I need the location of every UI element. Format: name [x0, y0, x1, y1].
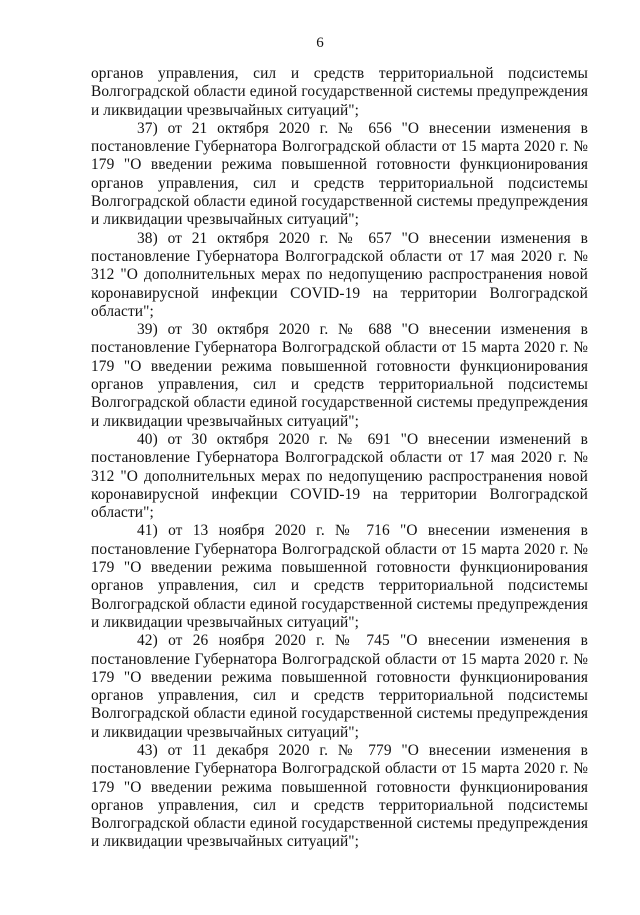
list-item-43: 43) от 11 декабря 2020 г. № 779 "О внесении изменения в постановление Губернатора Волгоградской области от 15 марта 2020 г. № 179 "О введении режима повышенной готовности функционирования органов управления, сил и средств территориальной подсистемы Волгоградской области единой государственной системы предупреждения и ликвидации чрезвычайных ситуаций";	[91, 741, 588, 851]
list-item-38: 38) от 21 октября 2020 г. № 657 "О внесении изменения в постановление Губернатора Волгоградской области от 17 мая 2020 г. № 312 "О дополнительных мерах по недопущению распространения новой коронавирусной инфекции COVID-19 на территории Волгоградской области";	[91, 229, 588, 320]
list-item-40: 40) от 30 октября 2020 г. № 691 "О внесении изменений в постановление Губернатора Волгоградской области от 17 мая 2020 г. № 312 "О дополнительных мерах по недопущению распространения новой коронавирусной инфекции COVID-19 на территории Волгоградской области";	[91, 430, 588, 522]
list-item-37: 37) от 21 октября 2020 г. № 656 "О внесении изменения в постановление Губернатора Волгоградской области от 15 марта 2020 г. № 179 "О введении режима повышенной готовности функционирования органов управления, сил и средств территориальной подсистемы Волгоградской области единой государственной системы предупреждения и ликвидации чрезвычайных ситуаций";	[91, 119, 588, 229]
list-item-41: 41) от 13 ноября 2020 г. № 716 "О внесении изменения в постановление Губернатора Волгоградской области от 15 марта 2020 г. № 179 "О введении режима повышенной готовности функционирования органов управления, сил и средств территориальной подсистемы Волгоградской области единой государственной системы предупреждения и ликвидации чрезвычайных ситуаций";	[91, 522, 588, 631]
document-body	[91, 65, 588, 852]
page-number: 6	[316, 35, 324, 51]
list-item-42: 42) от 26 ноября 2020 г. № 745 "О внесении изменения в постановление Губернатора Волгоградской области от 15 марта 2020 г. № 179 "О введении режима повышенной готовности функционирования органов управления, сил и средств территориальной подсистемы Волгоградской области единой государственной системы предупреждения и ликвидации чрезвычайных ситуаций";	[91, 632, 588, 741]
paragraph-continuation: органов управления, сил и средств территориальной подсистемы Волгоградской области единой государственной системы предупреждения и ликвидации чрезвычайных ситуаций";	[91, 65, 588, 119]
list-item-39: 39) от 30 октября 2020 г. № 688 "О внесении изменения в постановление Губернатора Волгоградской области от 15 марта 2020 г. № 179 "О введении режима повышенной готовности функционирования органов управления, сил и средств территориальной подсистемы Волгоградской области единой государственной системы предупреждения и ликвидации чрезвычайных ситуаций";	[91, 321, 588, 430]
